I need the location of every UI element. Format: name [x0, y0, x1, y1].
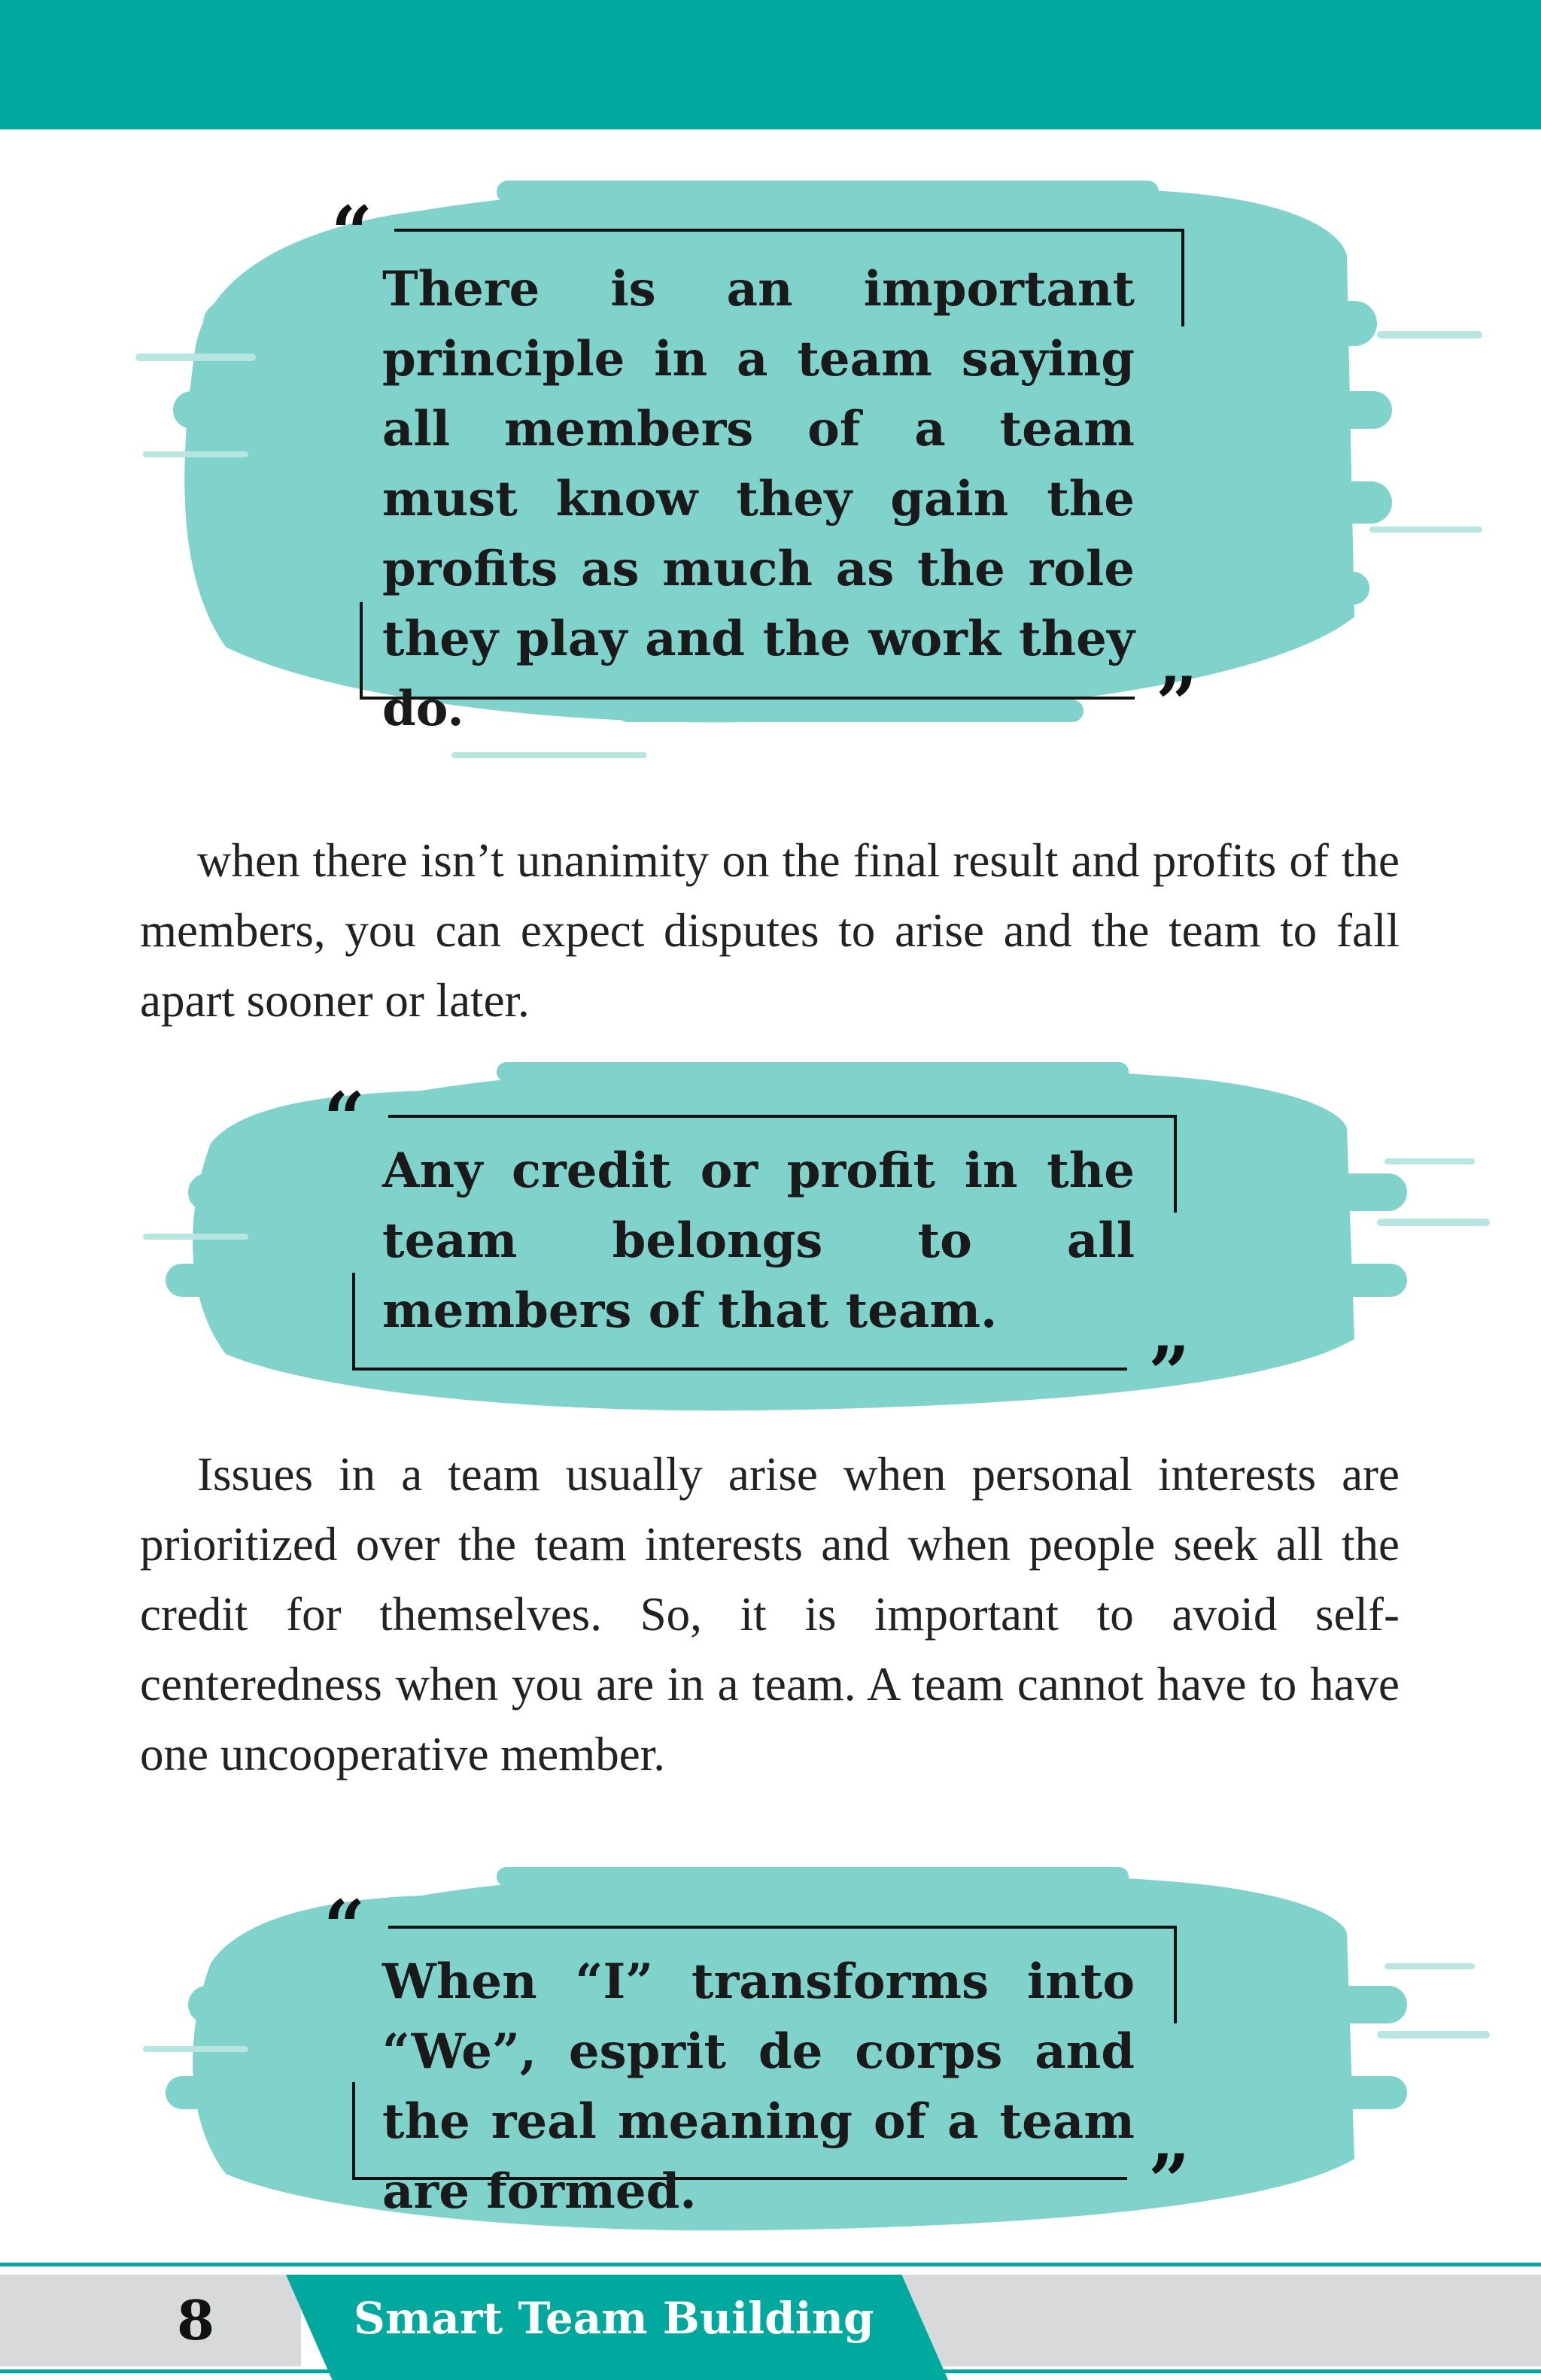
body-paragraph-1: when there isn’t unanimity on the final result and profits of the members, you can expect disputes to arise and the team to fall apart sooner or later.: [140, 834, 1400, 1027]
close-quote-icon: ”: [1148, 2139, 1190, 2224]
footer-rule-bottom: [0, 2369, 1541, 2373]
pull-quote-text: When “I” transforms into “We”, esprit de corps and the real meaning of a team are formed.: [382, 1953, 1135, 2220]
footer-grey-panel-right: [880, 2275, 1541, 2366]
book-title: Smart Team Building: [354, 2293, 874, 2344]
close-quote-icon: ”: [1156, 661, 1198, 746]
quote-frame-right: [1174, 1926, 1177, 2023]
open-quote-icon: “: [324, 1884, 366, 1969]
footer-rule-top: [0, 2263, 1541, 2266]
pull-quote-text: There is an important principle in a team saying all members of a team must know they gain the profits as much as the role they play and the work they do.: [382, 261, 1135, 737]
open-quote-icon: “: [324, 1076, 366, 1161]
page-number: 8: [176, 2288, 215, 2352]
close-quote-icon: ”: [1148, 1331, 1190, 1416]
quote-frame-top: [388, 1926, 1177, 1929]
open-quote-icon: “: [331, 190, 373, 275]
body-paragraph-2: Issues in a team usually arise when personal interests are prioritized over the team interests and when people seek all the credit for themselves. So, it is important to avoid self-centeredness when you are in a team. A team cannot have to have one uncooperative member.: [140, 1448, 1400, 1780]
quote-frame-left: [352, 2082, 355, 2180]
pull-quote-text: Any credit or profit in the team belongs to all members of that team.: [382, 1143, 1135, 1339]
